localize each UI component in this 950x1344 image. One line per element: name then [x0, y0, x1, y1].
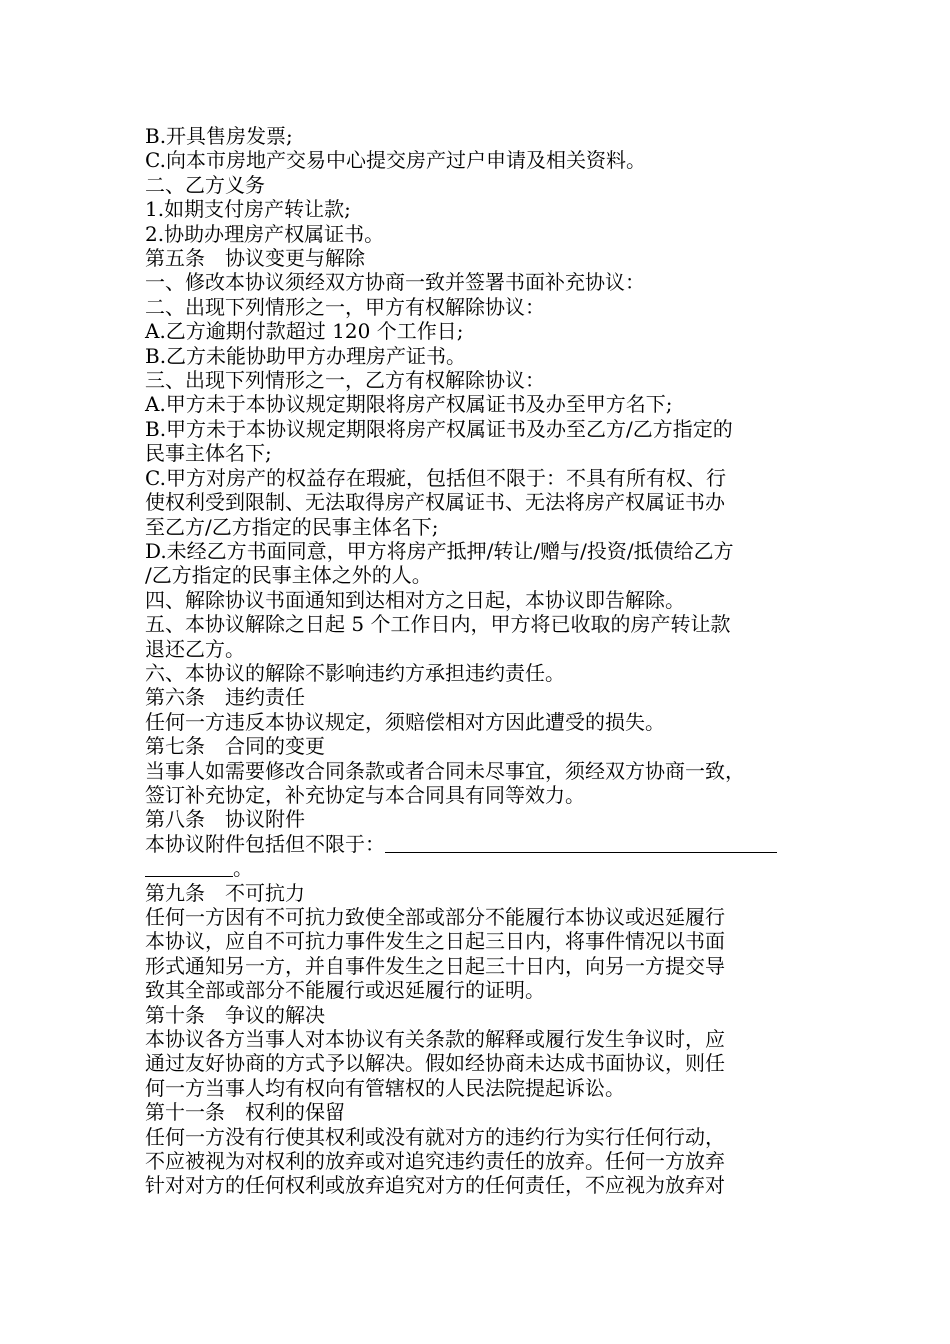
attachment-blank-field[interactable] [385, 834, 777, 853]
attachment-line [145, 832, 815, 856]
text-line: 至乙方/乙方指定的民事主体名下; [145, 514, 439, 539]
text-line: 三、出现下列情形之一，乙方有权解除协议： [145, 368, 545, 393]
text-line: 签订补充协定，补充协定与本合同具有同等效力。 [145, 782, 585, 807]
text-line: 一、修改本协议须经双方协商一致并签署书面补充协议： [145, 270, 645, 295]
text-line: 不应被视为对权利的放弃或对追究违约责任的放弃。任何一方放弃 [145, 1149, 725, 1174]
text-line: 第十条 争议的解决 [145, 1002, 325, 1027]
text-line: B.开具售房发票; [145, 124, 293, 148]
text-line: 四、解除协议书面通知到达相对方之日起，本协议即告解除。 [145, 587, 685, 612]
text-line: 任何一方违反本协议规定，须赔偿相对方因此遭受的损失。 [145, 709, 665, 734]
text-line: A.乙方逾期付款超过 120 个工作日; [145, 319, 464, 344]
text-line: 致其全部或部分不能履行或迟延履行的证明。 [145, 978, 545, 1003]
text-line: C.甲方对房产的权益存在瑕疵，包括但不限于：不具有所有权、行 [145, 465, 726, 490]
text-line: 任何一方没有行使其权利或没有就对方的违约行为实行任何行动， [145, 1124, 725, 1149]
text-line: 退还乙方。 [145, 636, 245, 661]
text-line: C.向本市房地产交易中心提交房产过户申请及相关资料。 [145, 148, 646, 173]
text-block-after-attachment [145, 881, 815, 1198]
attachment-blank-field-continuation[interactable] [145, 858, 233, 877]
text-line: B.甲方未于本协议规定期限将房产权属证书及办至乙方/乙方指定的 [145, 416, 733, 441]
attachment-line-continuation [145, 856, 815, 880]
text-line: 本协议，应自不可抗力事件发生之日起三日内，将事件情况以书面 [145, 929, 725, 954]
document-body [145, 124, 815, 1198]
text-line: D.未经乙方书面同意，甲方将房产抵押/转让/赠与/投资/抵债给乙方 [145, 538, 734, 563]
text-line: 第十一条 权利的保留 [145, 1100, 345, 1125]
attachment-prefix: 本协议附件包括但不限于： [145, 831, 385, 856]
text-line: 使权利受到限制、无法取得房产权属证书、无法将房产权属证书办 [145, 490, 725, 515]
text-line: 第八条 协议附件 [145, 807, 305, 832]
text-line: 通过友好协商的方式予以解决。假如经协商未达成书面协议，则任 [145, 1051, 725, 1076]
text-line: 六、本协议的解除不影响违约方承担违约责任。 [145, 660, 565, 685]
text-line: 民事主体名下; [145, 441, 272, 466]
text-block-before-attachment [145, 124, 815, 832]
text-line: B.乙方未能协助甲方办理房产证书。 [145, 343, 467, 368]
text-line: 任何一方因有不可抗力致使全部或部分不能履行本协议或迟延履行 [145, 905, 725, 929]
text-line: 当事人如需要修改合同条款或者合同未尽事宜，须经双方协商一致， [145, 758, 745, 783]
attachment-suffix: 。 [233, 856, 253, 881]
text-line: 何一方当事人均有权向有管辖权的人民法院提起诉讼。 [145, 1075, 625, 1100]
text-line: 第七条 合同的变更 [145, 734, 325, 759]
text-line: 第五条 协议变更与解除 [145, 246, 365, 271]
text-line: 2.协助办理房产权属证书。 [145, 221, 385, 246]
text-line: 二、乙方义务 [145, 172, 265, 197]
text-line: 1.如期支付房产转让款; [145, 197, 351, 222]
text-line: 二、出现下列情形之一，甲方有权解除协议： [145, 294, 545, 319]
text-line: 形式通知另一方，并自事件发生之日起三十日内，向另一方提交导 [145, 953, 725, 978]
text-line: /乙方指定的民事主体之外的人。 [145, 563, 432, 588]
text-line: 第六条 违约责任 [145, 685, 305, 710]
text-line: 本协议各方当事人对本协议有关条款的解释或履行发生争议时，应 [145, 1027, 725, 1052]
text-line: A.甲方未于本协议规定期限将房产权属证书及办至甲方名下; [145, 392, 673, 417]
text-line: 针对对方的任何权利或放弃追究对方的任何责任，不应视为放弃对 [145, 1173, 725, 1198]
text-line: 五、本协议解除之日起 5 个工作日内，甲方将已收取的房产转让款 [145, 612, 731, 637]
text-line: 第九条 不可抗力 [145, 880, 305, 905]
